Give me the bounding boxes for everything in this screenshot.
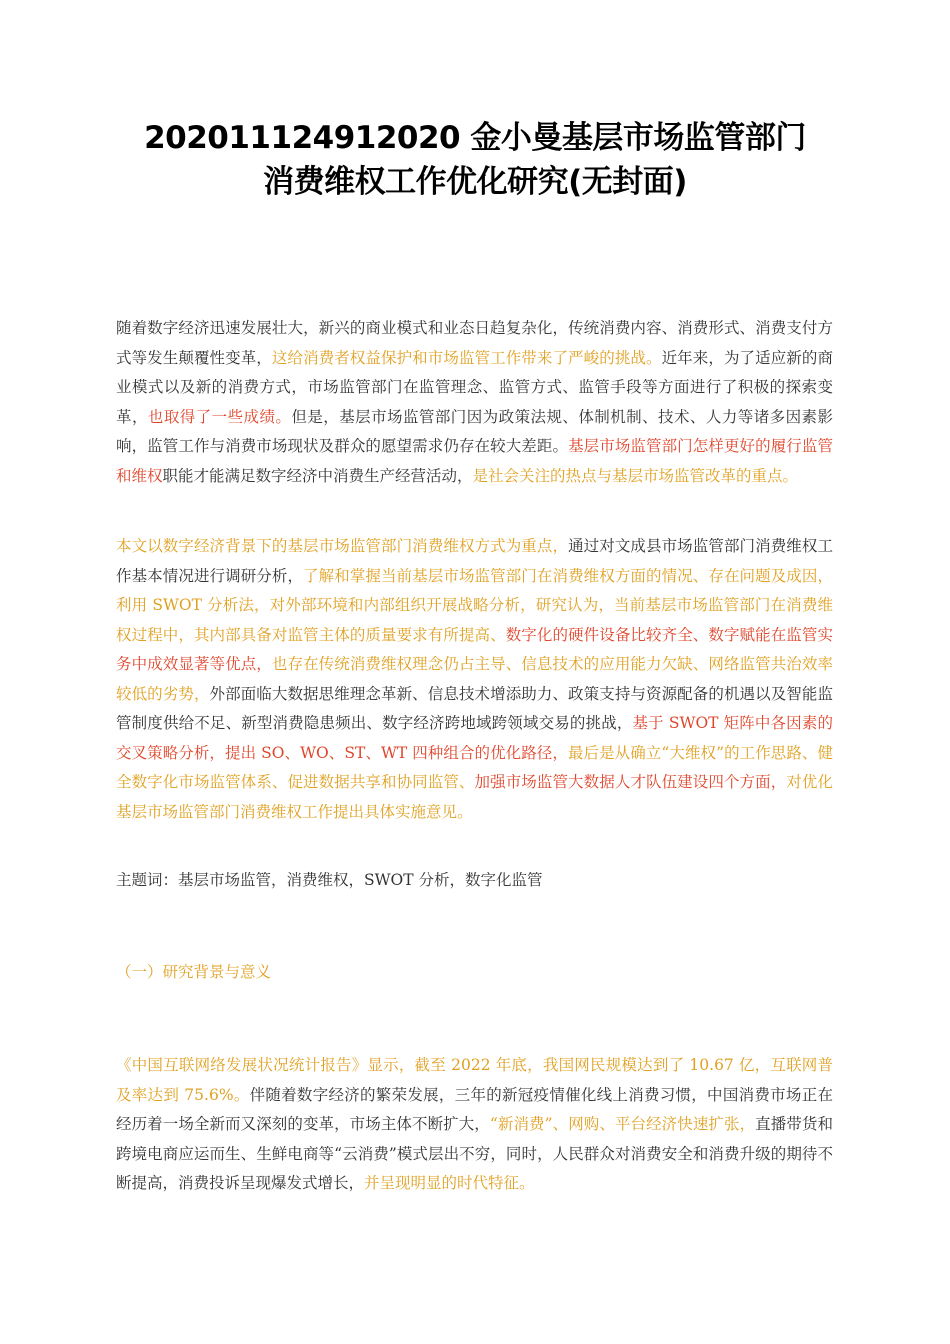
abstract-segment: 基于 SWOT 矩阵中各因素的交叉策略分析，提出 SO、WO、ST、WT 四种组合的优化路径， (116, 714, 833, 762)
abstract-segment: 最后是从确立“大维权”的工作思路、健全数字化市场监管体系、促进数据共享和协同监管、 (116, 743, 833, 791)
intro-segment: 这给消费者权益保护和市场监管工作带来了严峻的挑战。 (271, 348, 662, 367)
background-segment: 伴随着数字经济的繁荣发展，三年的新冠疫情催化线上消费习惯，中国消费市场正在经历着一场全新而又深刻的变革，市场主体不断扩大， (116, 1085, 833, 1133)
intro-segment: 也取得了一些成绩。 (147, 407, 292, 426)
abstract-paragraph (116, 532, 833, 827)
intro-segment: 是社会关注的热点与基层市场监管改革的重点。 (472, 466, 799, 485)
background-segment: 《中国互联网络发展状况统计报告》显示，截至 2022 年底，我国网民规模达到了 10.67 亿，互联网普及率达到 75.6%。 (116, 1056, 833, 1104)
abstract-segment: 了解和掌握当前基层市场监管部门在消费维权方面的情况、存在问题及成因，利用 SWOT 分析法，对外部环境和内部组织开展战略分析，研究认为，当前基层市场监管部门在消费维权过程中，其内部具备对监管主体的质量要求有所提高、 (116, 566, 833, 644)
abstract-segment: 也存在传统消费维权理念仍占主导、信息技术的应用能力欠缺、网络监管共治效率较低的劣势， (116, 655, 833, 703)
title-line-1: 202011124912020 金小曼基层市场监管部门 (144, 120, 806, 156)
background-segment: “新消费”、网购、平台经济快速扩张， (489, 1115, 756, 1133)
intro-segment: 随着数字经济迅速发展壮大，新兴的商业模式和业态日趋复杂化，传统消费内容、消费形式、消费支付方式等发生颠覆性变革， (116, 319, 833, 367)
title-line-2: 消费维权工作优化研究(无封面) (263, 164, 687, 200)
abstract-segment: 本文以数字经济背景下的基层市场监管部门消费维权方式为重点， (116, 537, 569, 555)
background-segment: 并呈现明显的时代特征。 (364, 1174, 535, 1192)
abstract-segment: 加强市场监管大数据人才队伍建设四个方面， (474, 773, 787, 791)
intro-segment: 职能才能满足数字经济中消费生产经营活动， (162, 466, 473, 485)
background-paragraph (116, 1051, 833, 1199)
document-title (100, 116, 850, 204)
intro-segment: 但是，基层市场监管部门因为政策法规、体制机制、技术、人力等诸多因素影响，监管工作与消费市场现状及群众的愿望需求仍存在较大差距。 (116, 407, 833, 455)
abstract-segment: 数字化的硬件设备比较齐全、数字赋能在监管实务中成效显著等优点， (116, 625, 833, 673)
intro-segment: 基层市场监管部门怎样更好的履行监管和维权 (116, 437, 833, 485)
abstract-segment: 对优化基层市场监管部门消费维权工作提出具体实施意见。 (116, 773, 833, 821)
keywords-line: 主题词：基层市场监管，消费维权，SWOT 分析，数字化监管 (116, 871, 543, 889)
intro-segment: 近年来，为了适应新的商业模式以及新的消费方式，市场监管部门在监管理念、监管方式、监管手段等方面进行了积极的探索变革， (116, 348, 833, 426)
section-heading: （一）研究背景与意义 (116, 963, 272, 981)
abstract-segment: 通过对文成县市场监管部门消费维权工作基本情况进行调研分析， (116, 537, 833, 585)
background-segment: 直播带货和跨境电商应运而生、生鲜电商等“云消费”模式层出不穷，同时，人民群众对消费安全和消费升级的期待不断提高，消费投诉呈现爆发式增长， (116, 1115, 833, 1192)
intro-paragraph (116, 314, 833, 491)
abstract-segment: 外部面临大数据思维理念革新、信息技术增添助力、政策支持与资源配备的机遇以及智能监管制度供给不足、新型消费隐患频出、数字经济跨地域跨领域交易的挑战， (116, 684, 833, 732)
